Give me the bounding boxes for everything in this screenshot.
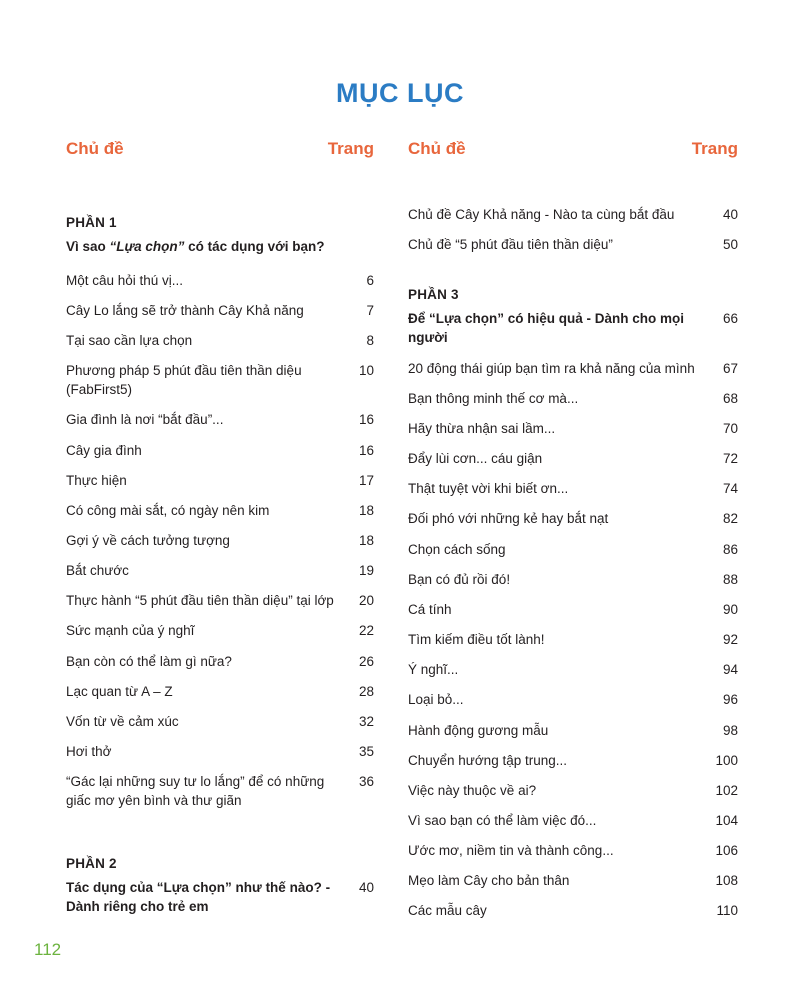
- toc-entry-page: 17: [358, 472, 374, 488]
- part-1-title-post: có tác dụng với bạn?: [184, 239, 325, 254]
- toc-entry-title: Tại sao cần lựa chọn: [66, 332, 193, 348]
- toc-columns: [0, 139, 800, 932]
- part-3-title: [408, 309, 708, 347]
- toc-entry-page: 98: [722, 722, 738, 738]
- toc-entry-title: Đẩy lùi cơn... cáu giận: [408, 451, 543, 467]
- toc-entry-page: 22: [358, 623, 374, 639]
- part-3-label: PHẦN 3: [408, 287, 459, 303]
- toc-entry-title: Cây Lo lắng sẽ trở thành Cây Khả năng: [66, 302, 304, 318]
- toc-entry-title: Chủ đề “5 phút đầu tiên thần diệu”: [408, 237, 613, 253]
- toc-entry-title: Bạn còn có thể làm gì nữa?: [66, 653, 232, 669]
- toc-entry[interactable]: [408, 690, 738, 709]
- toc-entry-page: 74: [722, 481, 738, 497]
- toc-entry-title: Lạc quan từ A – Z: [66, 683, 173, 699]
- toc-entry-title: Các mẫu cây: [408, 903, 487, 919]
- toc-entry[interactable]: [408, 449, 738, 468]
- column-header-topic: Chủ đề: [408, 139, 466, 158]
- toc-entry-title: Thật tuyệt vời khi biết ơn...: [408, 481, 569, 497]
- toc-entry-title: Bạn có đủ rồi đó!: [408, 571, 511, 587]
- part-2-title-pre: Tác dụng của: [66, 879, 157, 895]
- toc-entry[interactable]: [408, 841, 738, 860]
- toc-entry-page: 20: [358, 593, 374, 609]
- toc-entry[interactable]: [66, 561, 374, 580]
- toc-entry[interactable]: [408, 660, 738, 679]
- toc-entry-title: Bắt chước: [66, 563, 129, 579]
- toc-column-right: [402, 139, 738, 932]
- toc-entry[interactable]: [408, 901, 738, 920]
- toc-entry-page: 100: [715, 752, 738, 768]
- toc-entry-title: Phương pháp 5 phút đầu tiên thần diệu (FabFirst5): [66, 363, 302, 398]
- toc-entry-page: 16: [358, 442, 374, 458]
- part-1-title-italic: “Lựa chọn”: [109, 239, 185, 254]
- spacer: [66, 167, 374, 215]
- toc-entry-page: 8: [366, 332, 374, 348]
- toc-entry[interactable]: [66, 621, 374, 640]
- toc-entry-page: 108: [715, 873, 738, 889]
- column-header-page: Trang: [691, 139, 738, 158]
- toc-entry-title: Gợi ý về cách tưởng tượng: [66, 532, 230, 548]
- toc-entry[interactable]: [408, 871, 738, 890]
- toc-entry-title: Loại bỏ...: [408, 692, 464, 708]
- part-2-page: 40: [358, 879, 374, 895]
- column-header-left: [66, 139, 374, 159]
- toc-entry-title: Sức mạnh của ý nghĩ: [66, 623, 195, 639]
- part-3-entry[interactable]: [408, 309, 738, 347]
- toc-entry[interactable]: [408, 235, 738, 254]
- toc-entry-page: 18: [358, 532, 374, 548]
- part-2-entry[interactable]: [66, 878, 374, 916]
- toc-entry[interactable]: [408, 811, 738, 830]
- toc-entry[interactable]: [66, 772, 374, 810]
- toc-entry[interactable]: [408, 479, 738, 498]
- toc-entry-page: 10: [358, 363, 374, 379]
- toc-entry[interactable]: [408, 751, 738, 770]
- toc-entry-title: Đối phó với những kẻ hay bắt nạt: [408, 511, 609, 527]
- part-3-page: 66: [722, 311, 738, 327]
- toc-entry-title: Ước mơ, niềm tin và thành công...: [408, 843, 614, 859]
- toc-entry[interactable]: [66, 652, 374, 671]
- toc-entry-page: 67: [722, 360, 738, 376]
- toc-entry[interactable]: [408, 540, 738, 559]
- part-2-title-post: như thế nào? - Dành riêng cho trẻ em: [66, 879, 331, 914]
- toc-entry-page: 16: [358, 412, 374, 428]
- page-number: 112: [34, 940, 62, 959]
- column-header-right: [408, 139, 738, 159]
- toc-entry[interactable]: [408, 630, 738, 649]
- column-header-page: Trang: [327, 139, 374, 158]
- toc-entry-page: 104: [715, 812, 738, 828]
- toc-entry-title: Cá tính: [408, 601, 452, 617]
- part-2-label: PHẦN 2: [66, 855, 117, 871]
- toc-entry[interactable]: [408, 359, 738, 378]
- part-3-title-post: có hiệu quả - Dành cho mọi người: [408, 311, 685, 346]
- toc-entry-title: Thực hiện: [66, 472, 127, 488]
- toc-entry[interactable]: [66, 471, 374, 490]
- toc-entry-page: 28: [358, 683, 374, 699]
- toc-entry-title: “Gác lại những suy tư lo lắng” để có những giấc mơ yên bình và thư giãn: [66, 774, 325, 809]
- toc-entry-title: Hãy thừa nhận sai lầm...: [408, 420, 556, 436]
- toc-entry-title: Hơi thở: [66, 744, 112, 760]
- toc-entry-page: 68: [722, 390, 738, 406]
- toc-entry-page: 40: [722, 207, 738, 222]
- toc-entry-title: Có công mài sắt, có ngày nên kim: [66, 502, 270, 518]
- toc-entry[interactable]: [66, 410, 374, 429]
- toc-entry[interactable]: [66, 501, 374, 520]
- toc-entry-page: 90: [722, 601, 738, 617]
- toc-entry[interactable]: [408, 509, 738, 528]
- part-3-title-italic: “Lựa chọn”: [429, 311, 505, 327]
- toc-entry-title: Vốn từ về cảm xúc: [66, 713, 179, 729]
- toc-entry[interactable]: [66, 271, 374, 290]
- toc-entry-title: Bạn thông minh thế cơ mà...: [408, 390, 579, 406]
- toc-entry[interactable]: [408, 389, 738, 408]
- toc-entry-title: Vì sao bạn có thể làm việc đó...: [408, 812, 597, 828]
- toc-column-left: [66, 139, 402, 932]
- toc-entry-page: 82: [722, 511, 738, 527]
- toc-entry-title: Một câu hỏi thú vị...: [66, 272, 184, 288]
- toc-entry[interactable]: [408, 205, 738, 224]
- toc-entry-page: 32: [358, 713, 374, 729]
- toc-entry[interactable]: [66, 591, 374, 610]
- toc-entry-page: 26: [358, 653, 374, 669]
- part-3-title-pre: Để: [408, 311, 430, 327]
- part-2-title: [66, 878, 344, 916]
- spacer: [408, 167, 738, 205]
- part-2-title-italic: “Lựa chọn”: [156, 879, 232, 895]
- toc-entry-title: Gia đình là nơi “bắt đầu”...: [66, 412, 224, 428]
- page-title: MỤC LỤC: [336, 78, 464, 108]
- toc-entry-page: 94: [722, 662, 738, 678]
- toc-entry-page: 106: [715, 843, 738, 859]
- toc-entry[interactable]: [66, 331, 374, 350]
- toc-entry-page: 102: [715, 782, 738, 798]
- toc-entry-page: 6: [366, 272, 374, 288]
- toc-entry-page: 72: [722, 451, 738, 467]
- toc-entry[interactable]: [408, 600, 738, 619]
- toc-entry[interactable]: [408, 570, 738, 589]
- toc-entry-title: 20 động thái giúp bạn tìm ra khả năng của mình: [408, 360, 695, 376]
- toc-entry[interactable]: [66, 441, 374, 460]
- toc-entry[interactable]: [66, 682, 374, 701]
- part-1-title: [66, 237, 374, 257]
- toc-entry[interactable]: [66, 531, 374, 550]
- toc-entry-title: Việc này thuộc về ai?: [408, 782, 537, 798]
- toc-entry-title: Ý nghĩ...: [408, 662, 459, 678]
- toc-entry-page: 110: [716, 903, 738, 919]
- toc-entry-page: 86: [722, 541, 738, 557]
- toc-entry-page: 92: [722, 632, 738, 648]
- part-1-label: PHẦN 1: [66, 215, 117, 230]
- toc-entry[interactable]: [408, 721, 738, 740]
- toc-entry-page: 88: [722, 571, 738, 587]
- toc-entry-page: 96: [722, 692, 738, 708]
- toc-entry[interactable]: [66, 742, 374, 761]
- part-1-title-pre: Vì sao: [66, 239, 110, 254]
- toc-entry-title: Chuyển hướng tập trung...: [408, 752, 567, 768]
- toc-entry-title: Thực hành “5 phút đầu tiên thần diệu” tại lớp: [66, 593, 334, 609]
- toc-entry[interactable]: [408, 781, 738, 800]
- toc-entry-title: Tìm kiếm điều tốt lành!: [408, 632, 545, 648]
- toc-entry-title: Hành động gương mẫu: [408, 722, 549, 738]
- spacer: [66, 822, 374, 856]
- spacer: [408, 265, 738, 287]
- column-header-topic: Chủ đề: [66, 139, 124, 158]
- toc-entry-page: 50: [722, 237, 738, 253]
- toc-entry-title: Chủ đề Cây Khả năng - Nào ta cùng bắt đầu: [408, 207, 675, 222]
- toc-entry-title: Cây gia đình: [66, 442, 142, 458]
- toc-entry-page: 18: [358, 502, 374, 518]
- toc-entry-page: 35: [358, 744, 374, 760]
- toc-entry-page: 36: [358, 774, 374, 790]
- toc-entry-page: 7: [366, 302, 374, 318]
- toc-entry[interactable]: [66, 361, 374, 399]
- toc-entry-page: 19: [358, 563, 374, 579]
- toc-entry-title: Chọn cách sống: [408, 541, 506, 557]
- toc-entry[interactable]: [66, 712, 374, 731]
- toc-entry-page: 70: [722, 420, 738, 436]
- toc-entry-title: Mẹo làm Cây cho bản thân: [408, 873, 570, 889]
- toc-entry[interactable]: [408, 419, 738, 438]
- toc-entry[interactable]: [66, 301, 374, 320]
